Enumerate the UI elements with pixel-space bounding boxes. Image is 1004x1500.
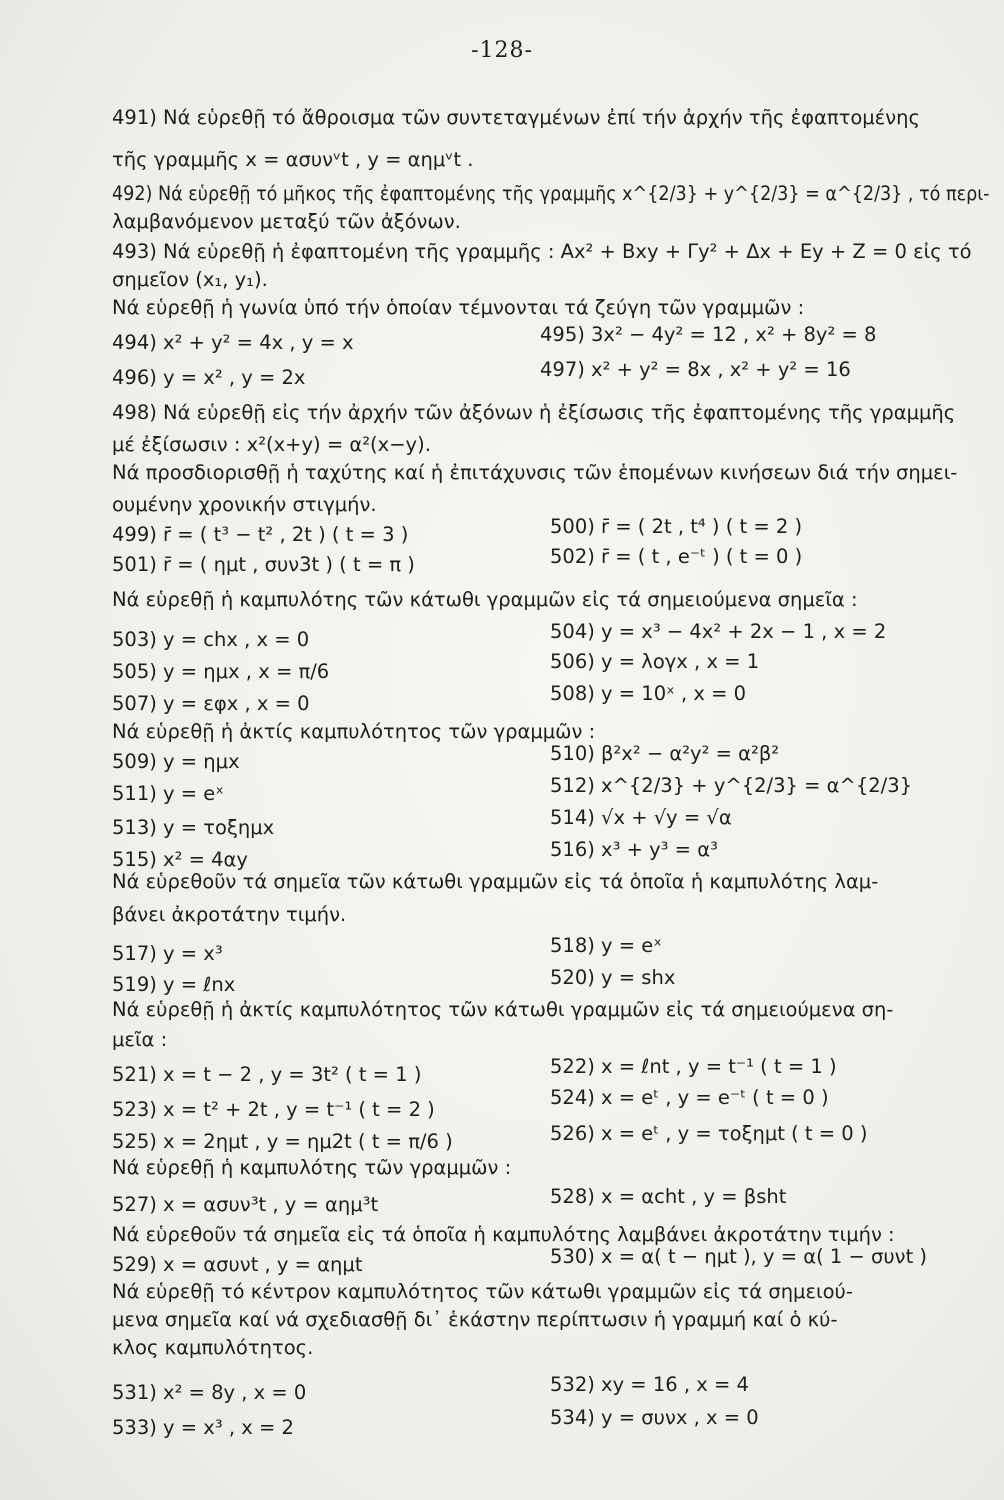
- exercise-525: 525) x = 2ημt , y = ημ2t ( t = π/6 ): [112, 1130, 453, 1153]
- heading-center: Νά εὑρεθῇ τό κέντρον καμπυλότητος τῶν κάτωθι γραμμῶν εἰς τά σημειού-: [112, 1280, 853, 1303]
- heading-extremum-2: Νά εὑρεθοῦν τά σημεῖα εἰς τά ὁποῖα ἡ καμπυλότης λαμβάνει ἀκροτάτην τιμήν :: [112, 1223, 895, 1246]
- exercise-499: 499) r̄ = ( t³ − t² , 2t ) ( t = 3 ): [112, 523, 409, 546]
- exercise-523: 523) x = t² + 2t , y = t⁻¹ ( t = 2 ): [112, 1098, 435, 1121]
- exercise-529: 529) x = ασυνt , y = αημt: [112, 1253, 363, 1276]
- exercise-506: 506) y = λογx , x = 1: [550, 650, 760, 673]
- exercise-521: 521) x = t − 2 , y = 3t² ( t = 1 ): [112, 1063, 422, 1086]
- exercise-520: 520) y = shx: [550, 966, 676, 989]
- exercise-533: 533) y = x³ , x = 2: [112, 1416, 294, 1439]
- exercise-530: 530) x = α( t − ημt ), y = α( 1 − συνt ): [550, 1245, 928, 1268]
- heading-radius: Νά εὑρεθῇ ἡ ἀκτίς καμπυλότητος τῶν γραμμῶν :: [112, 720, 596, 743]
- line-491: 491) Νά εὑρεθῇ τό ἄθροισμα τῶν συντεταγμένων ἐπί τήν ἀρχήν τῆς ἐφαπτομένης: [112, 106, 920, 129]
- line-493: 493) Νά εὑρεθῇ ἡ ἐφαπτομένη τῆς γραμμῆς : Ax² + Bxy + Γy² + Δx + Ey + Z = 0 εἰς τό: [112, 240, 972, 263]
- exercise-522: 522) x = ℓnt , y = t⁻¹ ( t = 1 ): [550, 1055, 837, 1078]
- line-498: 498) Νά εὑρεθῇ εἰς τήν ἀρχήν τῶν ἀξόνων ἡ ἐξίσωσις τῆς ἐφαπτομένης τῆς γραμμῆς: [112, 401, 956, 424]
- exercise-510: 510) β²x² − α²y² = α²β²: [550, 742, 780, 765]
- exercise-503: 503) y = chx , x = 0: [112, 628, 310, 651]
- exercise-495: 495) 3x² − 4y² = 12 , x² + 8y² = 8: [540, 323, 877, 346]
- heading-curvature: Νά εὑρεθῇ ἡ καμπυλότης τῶν κάτωθι γραμμῶν εἰς τά σημειούμενα σημεῖα :: [112, 588, 858, 611]
- line-491-cont: τῆς γραμμῆς x = ασυνᵛt , y = αημᵛt .: [112, 148, 474, 171]
- exercise-512: 512) x^{2/3} + y^{2/3} = α^{2/3}: [550, 774, 913, 797]
- exercise-518: 518) y = eˣ: [550, 934, 662, 957]
- heading-velocity-cont: ουμένην χρονικήν στιγμήν.: [112, 493, 377, 516]
- exercise-500: 500) r̄ = ( 2t , t⁴ ) ( t = 2 ): [550, 515, 803, 538]
- heading-extremum: Νά εὑρεθοῦν τά σημεῖα τῶν κάτωθι γραμμῶν εἰς τά ὁποῖα ἡ καμπυλότης λαμ-: [112, 870, 879, 893]
- exercise-534: 534) y = συνx , x = 0: [550, 1406, 759, 1429]
- line-492: 492) Νά εὑρεθῇ τό μῆκος τῆς ἐφαπτομένης τῆς γραμμῆς x^{2/3} + y^{2/3} = α^{2/3} , τό περι-: [112, 182, 990, 205]
- exercise-517: 517) y = x³: [112, 942, 223, 965]
- exercise-515: 515) x² = 4αy: [112, 848, 248, 871]
- exercise-516: 516) x³ + y³ = α³: [550, 838, 718, 861]
- exercise-508: 508) y = 10ˣ , x = 0: [550, 682, 747, 705]
- heading-velocity: Νά προσδιορισθῇ ἡ ταχύτης καί ἡ ἐπιτάχυνσις τῶν ἑπομένων κινήσεων διά τήν σημει-: [112, 461, 958, 484]
- exercise-505: 505) y = ημx , x = π/6: [112, 660, 330, 683]
- heading-extremum-cont: βάνει ἀκροτάτην τιμήν.: [112, 903, 347, 926]
- exercise-501: 501) r̄ = ( ημt , συν3t ) ( t = π ): [112, 553, 415, 576]
- line-493-cont: σημεῖον (x₁, y₁).: [112, 268, 268, 291]
- exercise-528: 528) x = αcht , y = βsht: [550, 1185, 787, 1208]
- exercise-519: 519) y = ℓnx: [112, 973, 236, 996]
- heading-center-cont: μενα σημεῖα καί νά σχεδιασθῇ δι᾽ ἑκάστην περίπτωσιν ἡ γραμμή καί ὁ κύ-: [112, 1308, 838, 1331]
- exercise-502: 502) r̄ = ( t , e⁻ᵗ ) ( t = 0 ): [550, 545, 803, 568]
- exercise-494: 494) x² + y² = 4x , y = x: [112, 331, 354, 354]
- exercise-513: 513) y = τοξημx: [112, 816, 275, 839]
- exercise-497: 497) x² + y² = 8x , x² + y² = 16: [540, 358, 851, 381]
- heading-radius-points: Νά εὑρεθῇ ἡ ἀκτίς καμπυλότητος τῶν κάτωθι γραμμῶν εἰς τά σημειούμενα ση-: [112, 998, 894, 1021]
- heading-radius-points-cont: μεῖα :: [112, 1028, 168, 1051]
- exercise-504: 504) y = x³ − 4x² + 2x − 1 , x = 2: [550, 620, 887, 643]
- exercise-509: 509) y = ημx: [112, 750, 240, 773]
- exercise-496: 496) y = x² , y = 2x: [112, 366, 306, 389]
- page-number: -128-: [471, 38, 533, 63]
- exercise-524: 524) x = eᵗ , y = e⁻ᵗ ( t = 0 ): [550, 1086, 829, 1109]
- exercise-532: 532) xy = 16 , x = 4: [550, 1373, 749, 1396]
- heading-center-cont-2: κλος καμπυλότητος.: [112, 1336, 314, 1359]
- exercise-527: 527) x = ασυν³t , y = αημ³t: [112, 1193, 379, 1216]
- exercise-511: 511) y = eˣ: [112, 782, 224, 805]
- exercise-507: 507) y = εφx , x = 0: [112, 692, 310, 715]
- heading-curvature-2: Νά εὑρεθῇ ἡ καμπυλότης τῶν γραμμῶν :: [112, 1156, 512, 1179]
- exercise-531: 531) x² = 8y , x = 0: [112, 1381, 307, 1404]
- exercise-526: 526) x = eᵗ , y = τοξημt ( t = 0 ): [550, 1122, 868, 1145]
- exercise-514: 514) √x + √y = √α: [550, 806, 732, 829]
- line-492-cont: λαμβανόμενον μεταξύ τῶν ἀξόνων.: [112, 210, 461, 233]
- line-498-cont: μέ ἐξίσωσιν : x²(x+y) = α²(x−y).: [112, 433, 431, 456]
- heading-angle: Νά εὑρεθῇ ἡ γωνία ὑπό τήν ὁποίαν τέμνονται τά ζεύγη τῶν γραμμῶν :: [112, 296, 805, 319]
